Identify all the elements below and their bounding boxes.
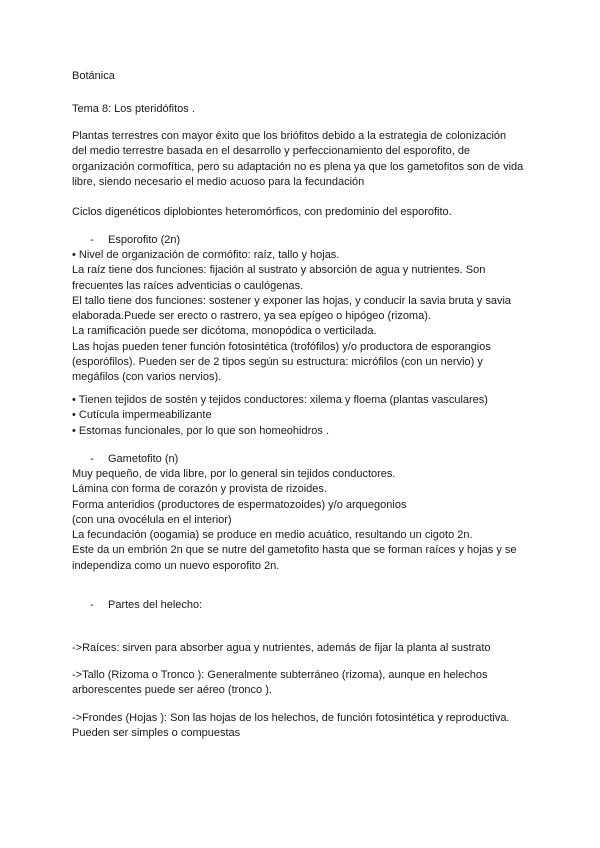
text-line: Pueden ser simples o compuestas: [72, 727, 241, 740]
list-dash: -: [90, 599, 94, 611]
text-line: ->Frondes (Hojas ): Son las hojas de los helechos, de función fotosintética y reproductiva.: [72, 712, 510, 724]
bullet-item: • Cutícula impermeabilizante: [72, 409, 212, 422]
list-dash: -: [90, 453, 94, 465]
text-line: Plantas terrestres con mayor éxito que los briófitos debido a la estrategia de colonización: [72, 130, 507, 142]
list-dash: -: [90, 234, 94, 246]
fronds-paragraph: [72, 711, 532, 742]
gametophyte-paragraph: [72, 467, 532, 574]
text-line: Este da un embrión 2n que se nutre del gametofito hasta que se forman raíces y hojas y se: [72, 544, 517, 557]
text-line: del medio terrestre basada en el desarrollo y perfeccionamiento del esporofito, de: [72, 145, 471, 158]
sporophyte-bullets: [72, 393, 532, 439]
cycle-paragraph: Ciclos digenéticos diplobiontes heteromórficos, con predominio del esporofito.: [72, 206, 452, 218]
text-line: Lámina con forma de corazón y provista de rizoides.: [72, 483, 327, 496]
bullet-item: • Tienen tejidos de sostén y tejidos conductores: xilema y floema (plantas vasculares): [72, 394, 488, 406]
text-line: libre, siendo necesario el medio acuoso para la fecundación: [72, 175, 365, 188]
text-line: frecuentes las raíces adventicias o caulógenas.: [72, 279, 304, 292]
text-line: independiza como un nuevo esporofito 2n.: [72, 559, 280, 572]
text-line: La ramificación puede ser dicótoma, monopódica o verticilada.: [72, 325, 377, 338]
stem-paragraph: [72, 668, 532, 699]
gametophyte-heading: Gametofito (n): [108, 453, 179, 465]
topic-heading: Tema 8: Los pteridófitos .: [72, 103, 195, 115]
text-line: La fecundación (oogamia) se produce en medio acuático, resultando un cigoto 2n.: [72, 529, 473, 542]
bullet-item: • Estomas funcionales, por lo que son homeohidros .: [72, 424, 329, 437]
text-line: El tallo tiene dos funciones: sostener y exponer las hojas, y conducir la savia bruta y savia: [72, 294, 512, 307]
doc-title: Botánica: [72, 70, 115, 82]
text-line: ->Tallo (Rizoma o Tronco ): Generalmente subterráneo (rizoma), aunque en helechos: [72, 669, 488, 681]
text-line: Las hojas pueden tener función fotosintética (trofófilos) y/o productora de esporangios: [72, 340, 491, 353]
text-line: Muy pequeño, de vida libre, por lo general sin tejidos conductores.: [72, 468, 396, 480]
text-line: megáfilos (con varios nervios).: [72, 371, 222, 384]
text-line: Forma anteridios (productores de espermatozoides) y/o arquegonios: [72, 498, 407, 511]
intro-paragraph: [72, 129, 532, 190]
text-line: arborescentes puede ser aéreo (tronco ).: [72, 684, 272, 697]
text-line: • Nivel de organización de cormófito: raíz, tallo y hojas.: [72, 249, 340, 261]
text-line: elaborada.Puede ser erecto o rastrero, ya sea epígeo o hipógeo (rizoma).: [72, 310, 431, 323]
roots-paragraph: ->Raíces: sirven para absorber agua y nutrientes, además de fijar la planta al sustrato: [72, 642, 491, 654]
text-line: La raíz tiene dos funciones: fijación al sustrato y absorción de agua y nutrientes. Son: [72, 264, 486, 277]
text-line: (con una ovocélula en el interior): [72, 513, 232, 526]
sporophyte-heading: Esporofito (2n): [108, 234, 181, 246]
sporophyte-paragraph: [72, 248, 532, 386]
fern-parts-heading: Partes del helecho:: [108, 599, 203, 611]
text-line: (esporófilos). Pueden ser de 2 tipos según su estructura: micrófilos (con un nervio) y: [72, 356, 483, 369]
text-line: organización cormofítica, pero su adaptación no es plena ya que los gametofitos son de vida: [72, 160, 524, 173]
